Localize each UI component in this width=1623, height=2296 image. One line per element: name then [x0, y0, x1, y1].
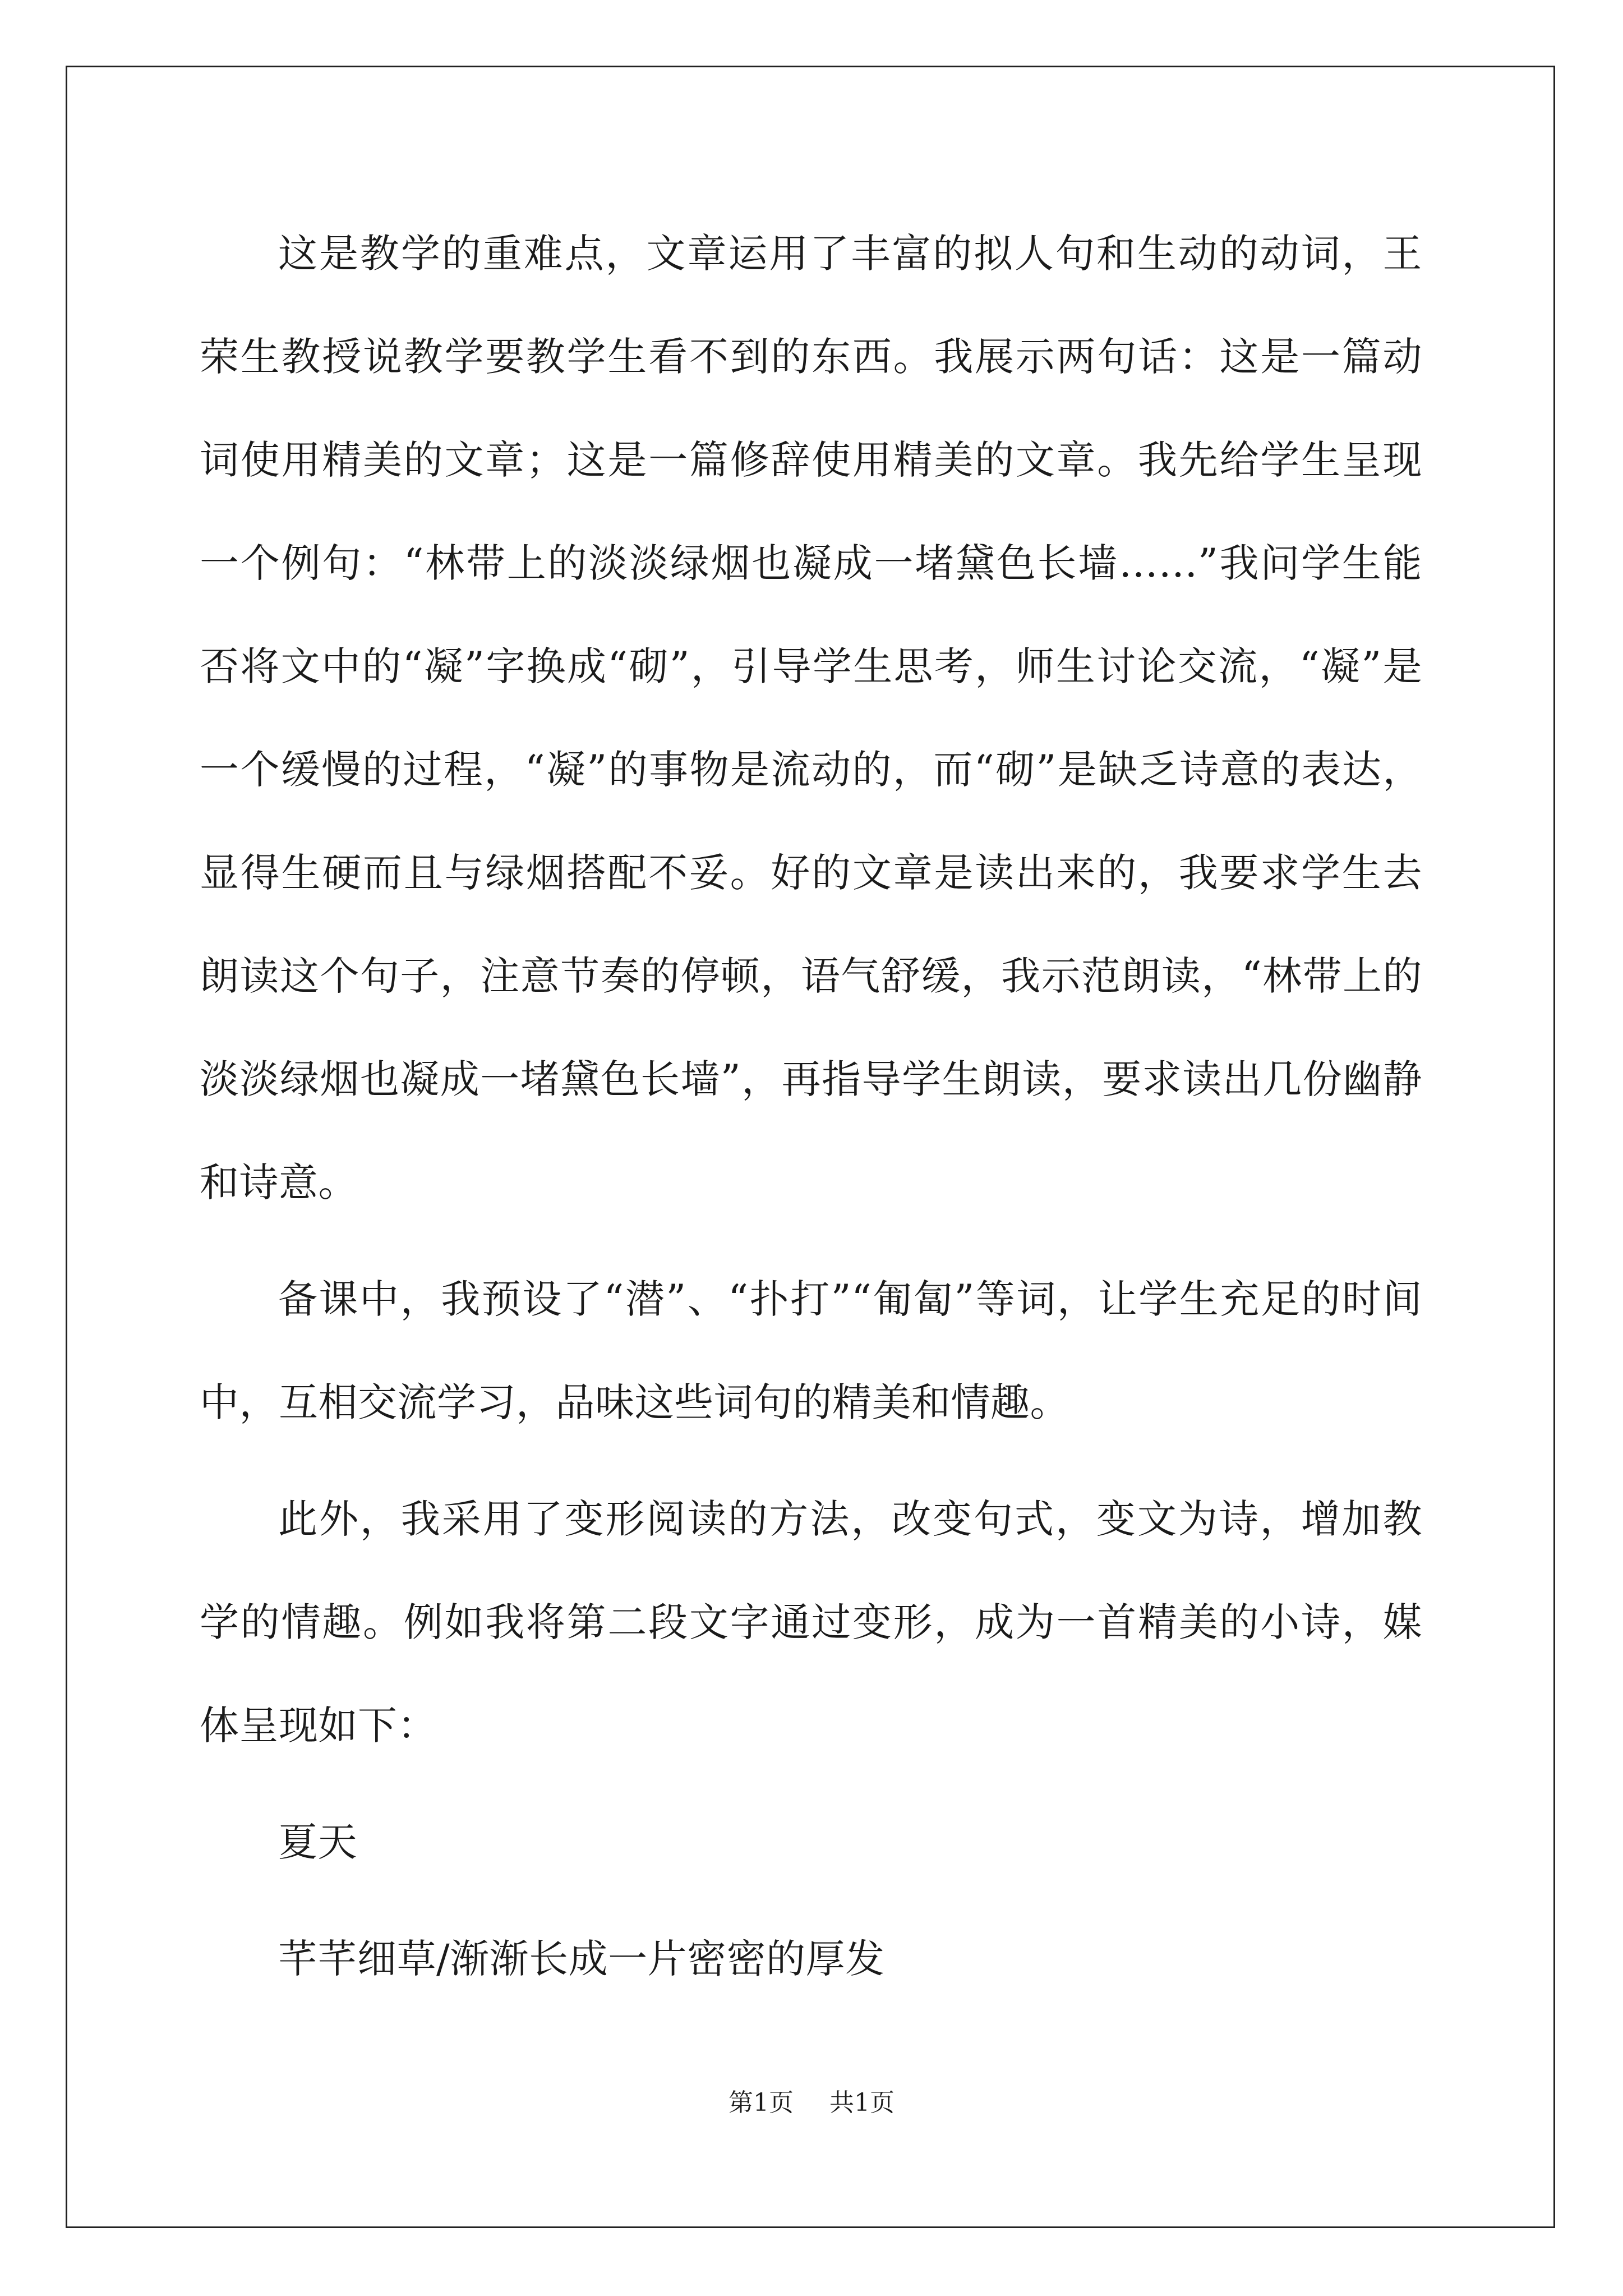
- page-total: 共1页: [829, 2088, 895, 2117]
- paragraph-3: 此外，我采用了变形阅读的方法，改变句式，变文为诗，增加教学的情趣。例如我将第二段文字通过变形，成为一首精美的小诗，媒体呈现如下：: [200, 1496, 1422, 1749]
- paragraph-2: 备课中，我预设了“潜”、“扑打”“匍匐”等词，让学生充足的时间中，互相交流学习，品味这些词句的精美和情趣。: [200, 1276, 1422, 1425]
- document-body: [200, 202, 1422, 2010]
- poem-line-1: 芊芊细草/渐渐长成一片密密的厚发: [278, 1936, 885, 1982]
- poem-title: 夏天: [278, 1819, 357, 1865]
- paragraph-1: 这是教学的重难点，文章运用了丰富的拟人句和生动的动词，王荣生教授说教学要教学生看不到的东西。我展示两句话：这是一篇动词使用精美的文章；这是一篇修辞使用精美的文章。我先给学生呈现一个例句：“林带上的淡淡绿烟也凝成一堵黛色长墙……”我问学生能否将文中的“凝”字换成“砌”，引导学生思考，师生讨论交流，“凝”是一个缓慢的过程，“凝”的事物是流动的，而“砌”是缺乏诗意的表达，显得生硬而且与绿烟搭配不妥。好的文章是读出来的，我要求学生去朗读这个句子，注意节奏的停顿，语气舒缓，我示范朗读，“林带上的淡淡绿烟也凝成一堵黛色长墙”，再指导学生朗读，要求读出几份幽静和诗意。: [200, 231, 1422, 1205]
- page-footer: [0, 2082, 1623, 2118]
- page-number: 第1页: [728, 2088, 794, 2117]
